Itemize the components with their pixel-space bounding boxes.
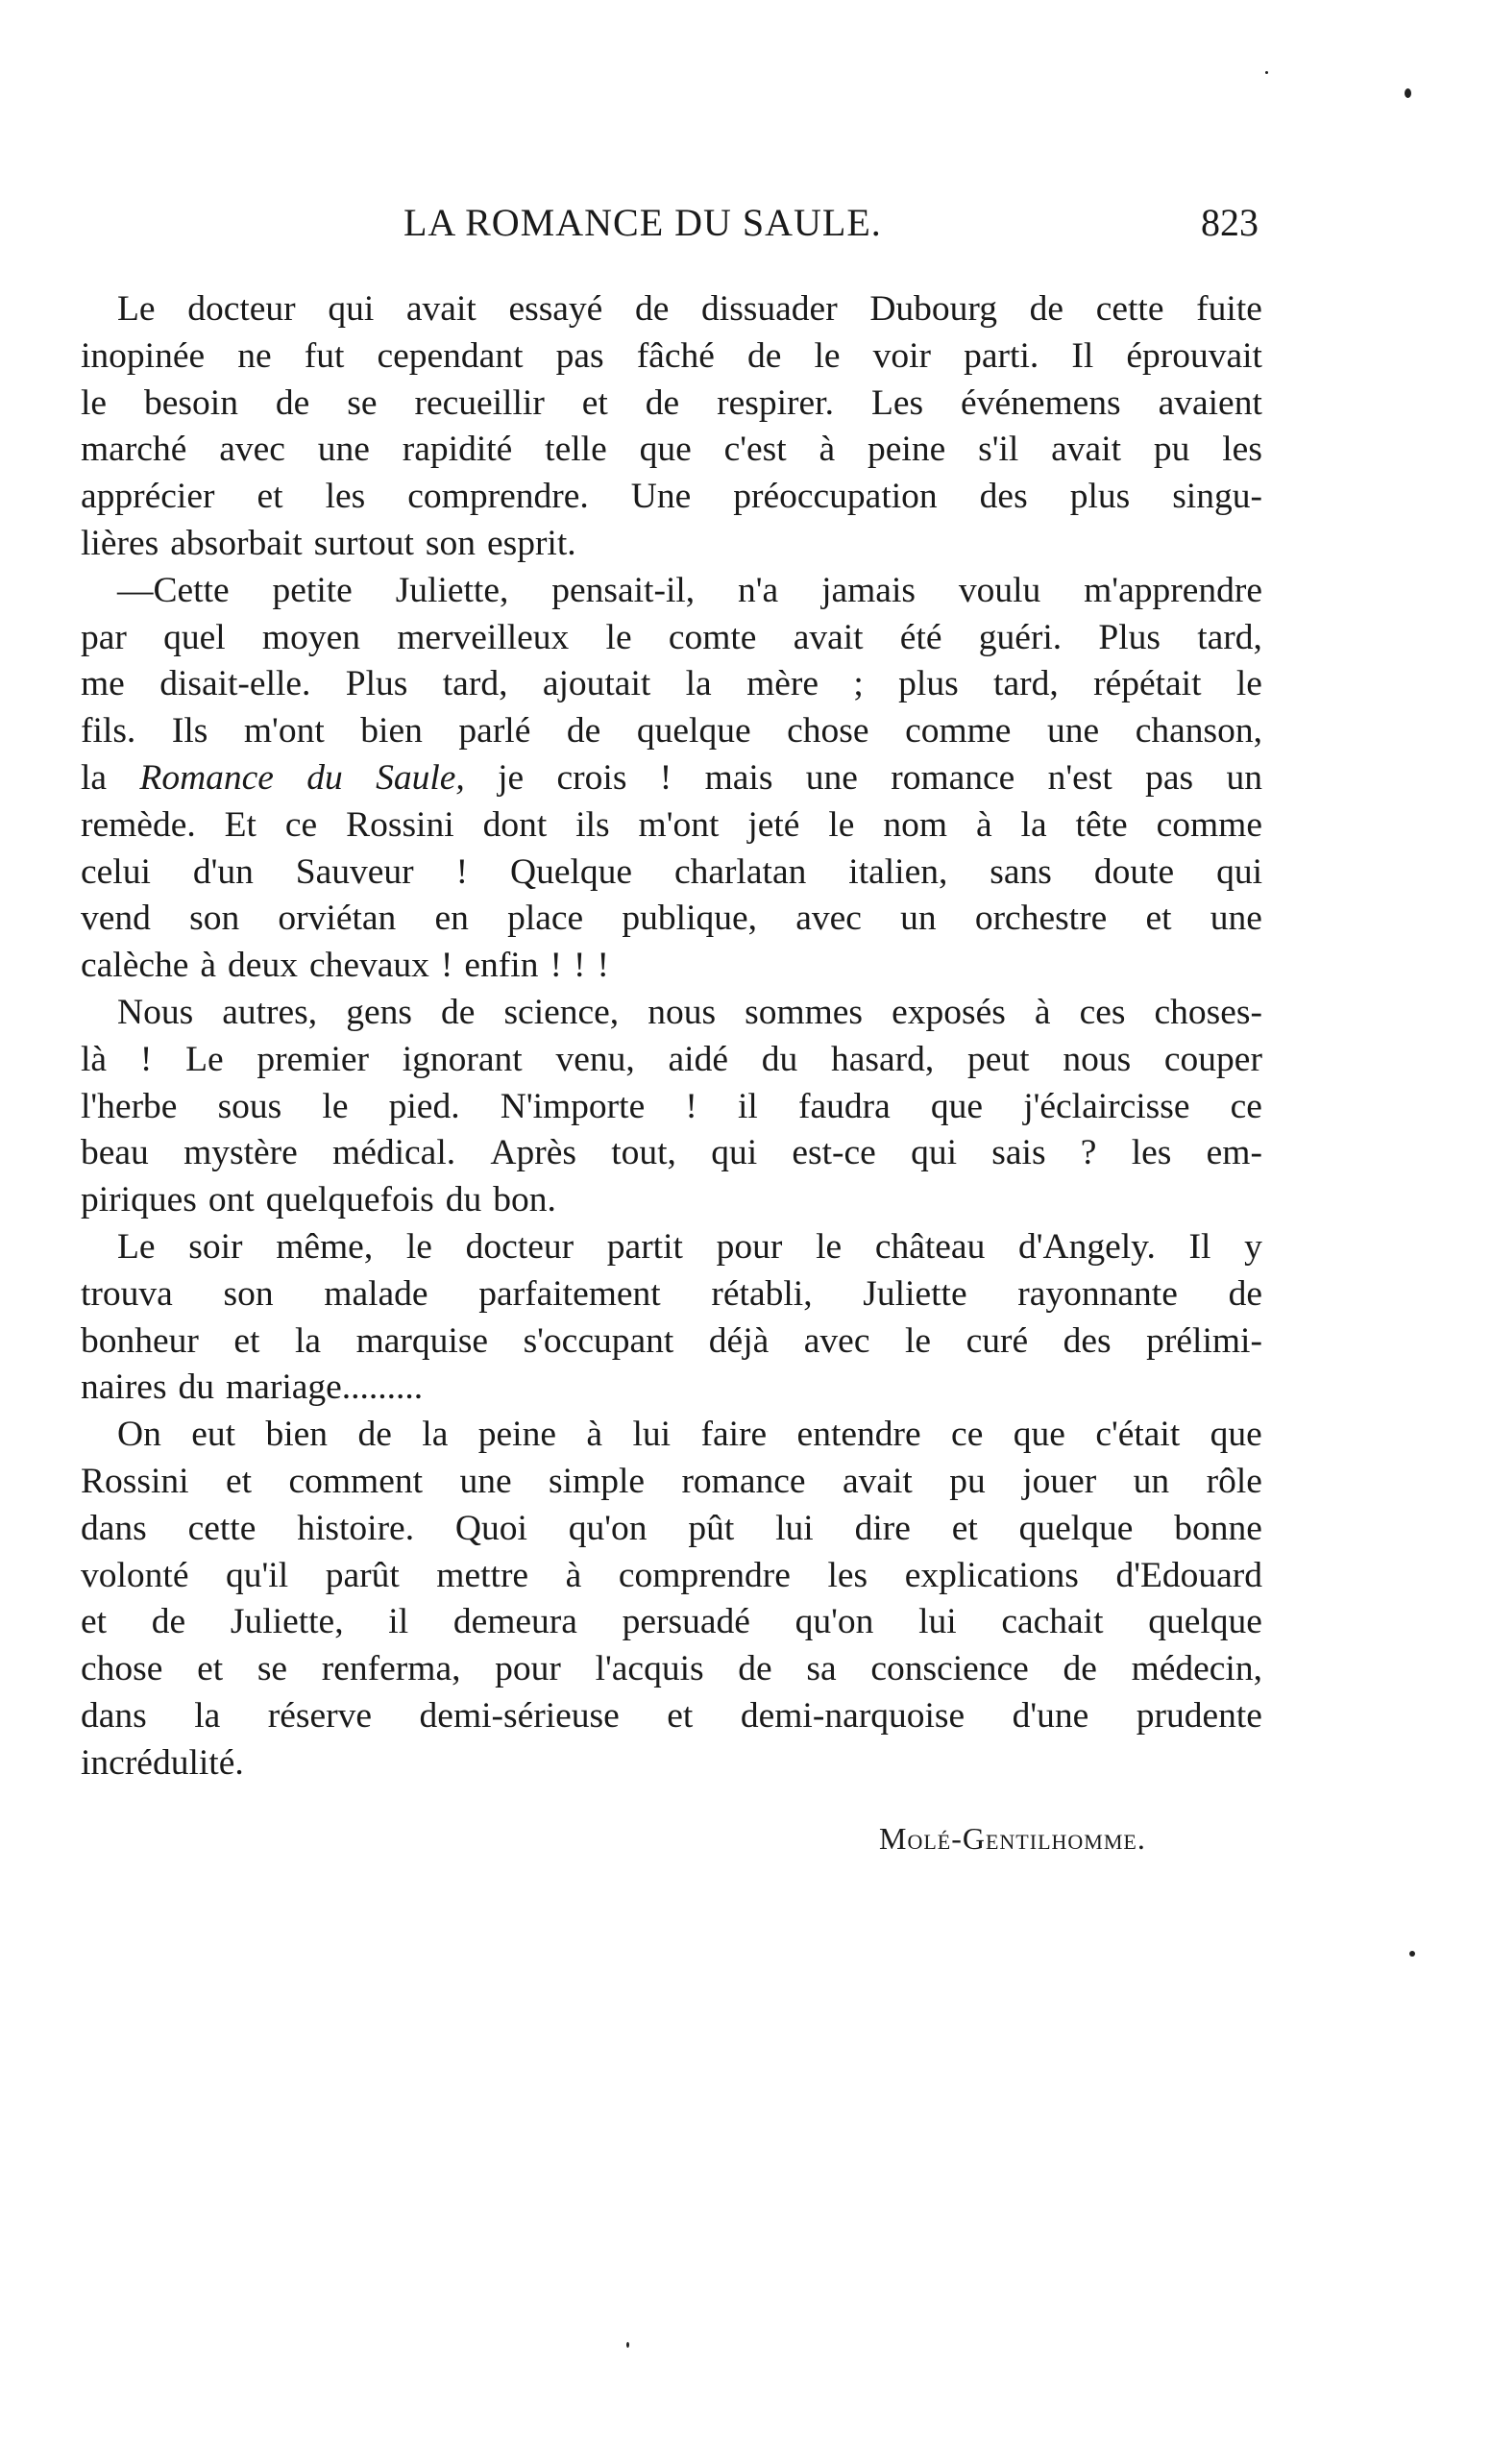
text-line: remède. Et ce Rossini dont ils m'ont jeté le nom à la tête comme	[81, 804, 1262, 845]
text-line: —Cette petite Juliette, pensait-il, n'a jamais voulu m'apprendre	[117, 570, 1262, 610]
paragraph	[81, 990, 1262, 1224]
text-line: apprécier et les comprendre. Une préoccupation des plus singu-	[81, 477, 1262, 517]
paragraph	[81, 1224, 1262, 1412]
text-line: là ! Le premier ignorant venu, aidé du hasard, peut nous couper	[81, 1039, 1262, 1079]
text-line: piriques ont quelquefois du bon.	[81, 1180, 556, 1220]
text-line: Rossini et comment une simple romance avait pu jouer un rôle	[81, 1461, 1262, 1501]
text-line: dans cette histoire. Quoi qu'on pût lui dire et quelque bonne	[81, 1508, 1262, 1548]
text-line: Le soir même, le docteur partit pour le château d'Angely. Il y	[117, 1226, 1262, 1267]
text-line: me disait-elle. Plus tard, ajoutait la mère ; plus tard, répétait le	[81, 664, 1262, 704]
text-line: calèche à deux chevaux ! enfin ! ! !	[81, 946, 609, 986]
text-line: chose et se renferma, pour l'acquis de sa conscience de médecin,	[81, 1649, 1262, 1689]
text-line: trouva son malade parfaitement rétabli, Juliette rayonnante de	[81, 1273, 1262, 1314]
paragraph	[81, 1412, 1262, 1786]
text-line: naires du mariage.........	[81, 1368, 424, 1408]
paragraph	[81, 568, 1262, 990]
running-title: LA ROMANCE DU SAULE.	[403, 201, 882, 244]
text-line: beau mystère médical. Après tout, qui est-ce qui sais ? les em-	[81, 1133, 1262, 1173]
text-line: volonté qu'il parût mettre à comprendre les explications d'Edouard	[81, 1555, 1262, 1595]
text-line: vend son orviétan en place publique, avec un orchestre et une	[81, 899, 1262, 939]
text-line: le besoin de se recueillir et de respirer. Les événemens avaient	[81, 382, 1262, 423]
text-line: inopinée ne fut cependant pas fâché de le voir parti. Il éprouvait	[81, 335, 1262, 376]
text-line: la Romance du Saule, je crois ! mais une romance n'est pas un	[81, 757, 1262, 798]
text-line: l'herbe sous le pied. N'importe ! il faudra que j'éclaircisse ce	[81, 1086, 1262, 1126]
author-signature: Molé-Gentilhomme.	[879, 1821, 1146, 1856]
text-line: Le docteur qui avait essayé de dissuader Dubourg de cette fuite	[117, 289, 1262, 329]
ink-speck	[1405, 88, 1411, 98]
text-line: incrédulité.	[81, 1742, 244, 1783]
text-line: par quel moyen merveilleux le comte avait été guéri. Plus tard,	[81, 617, 1262, 657]
text-line: et de Juliette, il demeura persuadé qu'on lui cachait quelque	[81, 1602, 1262, 1642]
body-text	[81, 286, 1262, 1787]
text-line: On eut bien de la peine à lui faire entendre ce que c'était que	[117, 1415, 1262, 1455]
text-line: fils. Ils m'ont bien parlé de quelque chose comme une chanson,	[81, 711, 1262, 752]
ink-speck	[1265, 71, 1268, 74]
paragraph	[81, 286, 1262, 568]
ink-speck	[626, 2342, 629, 2348]
page-number: 823	[1201, 201, 1259, 244]
text-line: celui d'un Sauveur ! Quelque charlatan italien, sans doute qui	[81, 851, 1262, 892]
text-line: dans la réserve demi-sérieuse et demi-narquoise d'une prudente	[81, 1695, 1262, 1736]
text-line: marché avec une rapidité telle que c'est à peine s'il avait pu les	[81, 430, 1262, 470]
text-line: lières absorbait surtout son esprit.	[81, 523, 576, 563]
ink-speck	[1409, 1951, 1415, 1957]
text-line: bonheur et la marquise s'occupant déjà avec le curé des prélimi-	[81, 1320, 1262, 1361]
text-line: Nous autres, gens de science, nous sommes exposés à ces choses-	[117, 992, 1262, 1032]
